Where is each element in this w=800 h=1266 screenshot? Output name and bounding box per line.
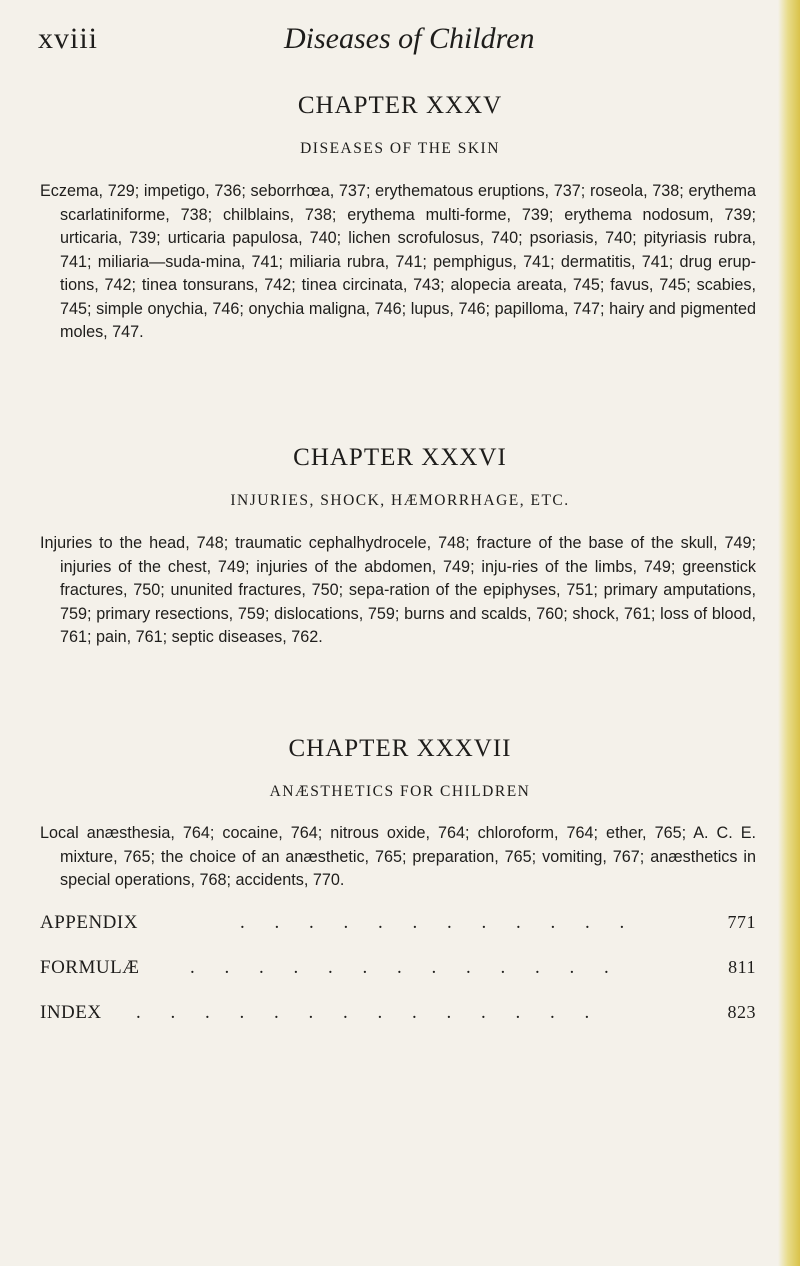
toc-row-appendix: [40, 912, 756, 942]
chapter-title: CHAPTER XXXV: [297, 92, 503, 119]
toc-page-number: 811: [728, 957, 756, 977]
page-number: xviii: [38, 22, 99, 55]
chapter-subtitle: INJURIES, SHOCK, HÆMORRHAGE, ETC.: [230, 492, 570, 509]
toc-page-number: 823: [727, 1002, 756, 1022]
toc-label: FORMULÆ: [40, 957, 140, 978]
chapter-title: CHAPTER XXXVII: [288, 735, 512, 762]
chapter-title: CHAPTER XXXVI: [293, 444, 507, 471]
chapter-subtitle: ANÆSTHETICS FOR CHILDREN: [269, 783, 531, 800]
toc-page-number: 771: [727, 912, 756, 932]
running-head: [38, 22, 758, 62]
chapter-37-heading: [0, 735, 800, 801]
contents-paragraph: Injuries to the head, 748; traumatic cephalhydrocele, 748; fracture of the base of the skull, 749; injuries of the chest, 749; injuries of the abdomen, 749; inju-ries of the limbs, 749; greenstick fractures, 750; ununited fractures, 750; sepa-ration of the epiphyses, 751; primary amputations, 759; primary resections, 759; dislocations, 759; burns and scalds, 760; shock, 761; loss of blood, 761; pain, 761; septic diseases, 762.: [40, 534, 756, 646]
toc-row-index: [40, 1002, 756, 1032]
toc-row-formulae: [40, 957, 756, 987]
chapter-36-contents: [40, 532, 756, 650]
chapter-36-heading: [0, 444, 800, 510]
toc-label: APPENDIX: [40, 912, 138, 933]
contents-paragraph: Eczema, 729; impetigo, 736; seborrhœa, 737; erythematous eruptions, 737; roseola, 738; erythema scarlatiniforme, 738; chilblains, 738; erythema multi-forme, 739; erythema nodosum, 739; urticaria, 739; urticaria papulosa, 740; lichen scrofulosus, 740; psoriasis, 740; pityriasis rubra, 741; miliaria—suda-mina, 741; miliaria rubra, 741; pemphigus, 741; dermatitis, 741; drug erup-tions, 742; tinea tonsurans, 742; tinea circinata, 743; alopecia areata, 745; favus, 745; scabies, 745; simple onychia, 746; onychia maligna, 746; lupus, 746; papilloma, 747; hairy and pigmented moles, 747.: [40, 182, 756, 341]
chapter-37-contents: [40, 822, 756, 893]
page-edge: [778, 0, 800, 1266]
toc-label: INDEX: [40, 1002, 102, 1023]
toc-leader-dots: . . . . . . . . . . . .: [240, 912, 637, 933]
book-title: Diseases of Children: [284, 22, 535, 55]
toc-leader-dots: . . . . . . . . . . . . . .: [136, 1002, 602, 1023]
chapter-35-heading: [0, 92, 800, 158]
chapter-subtitle: DISEASES OF THE SKIN: [300, 140, 500, 157]
contents-paragraph: Local anæsthesia, 764; cocaine, 764; nitrous oxide, 764; chloroform, 764; ether, 765; A. C. E. mixture, 765; the choice of an anæsthetic, 765; preparation, 765; vomiting, 767; anæsthetics in special operations, 768; accidents, 770.: [40, 824, 756, 889]
chapter-35-contents: [40, 180, 756, 345]
toc-leader-dots: . . . . . . . . . . . . .: [190, 957, 622, 978]
